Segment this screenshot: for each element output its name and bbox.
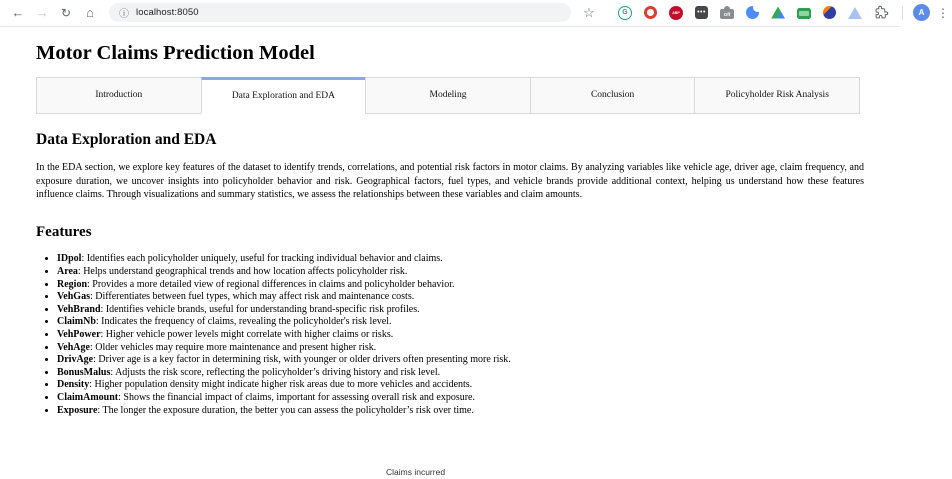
forward-icon[interactable]: → bbox=[35, 5, 49, 20]
feature-desc: : Identifies each policyholder uniquely, useful for tracking individual behavior and claims. bbox=[81, 253, 443, 265]
feature-item-vehage bbox=[57, 342, 864, 355]
feature-name: VehGas bbox=[57, 291, 90, 303]
feature-desc: : Indicates the frequency of claims, revealing the policyholder's risk level. bbox=[95, 316, 392, 328]
browser-menu-icon[interactable]: ⋮ bbox=[937, 5, 949, 20]
feature-name: VehAge bbox=[57, 341, 90, 353]
feature-item-exposure bbox=[57, 405, 864, 418]
feature-name: Exposure bbox=[57, 404, 98, 416]
page-title: Motor Claims Prediction Model bbox=[36, 42, 315, 64]
browser-toolbar bbox=[0, 0, 949, 27]
toolbar-separator bbox=[902, 6, 903, 20]
feature-name: BonusMalus bbox=[57, 366, 111, 378]
feature-name: DrivAge bbox=[57, 354, 94, 366]
profile-avatar[interactable]: A bbox=[913, 4, 930, 21]
feature-name: ClaimAmount bbox=[57, 391, 119, 403]
grammarly-extension-icon[interactable]: G bbox=[618, 6, 632, 20]
feature-name: VehPower bbox=[57, 328, 101, 340]
app-page bbox=[0, 42, 900, 417]
tab-bar bbox=[36, 77, 860, 114]
feature-desc: : Adjusts the risk score, reflecting the policyholder’s driving history and risk level. bbox=[110, 366, 441, 378]
section-heading: Data Exploration and EDA bbox=[36, 130, 217, 148]
adblock-plus-extension-icon[interactable]: ABP bbox=[669, 6, 683, 20]
red-ring-extension-icon[interactable] bbox=[644, 6, 657, 19]
feature-item-drivage bbox=[57, 354, 864, 367]
url-text: localhost:8050 bbox=[136, 7, 199, 18]
feature-desc: : The longer the exposure duration, the better you can assess the policyholder’s risk over time. bbox=[97, 404, 474, 416]
section-paragraph: In the EDA section, we explore key features of the dataset to identify trends, correlations, and potential risk factors in motor claims. By analyzing variables like vehicle age, driver age, claim frequency, and exposure duration, we uncover insights into policyholder behavior and risk. Geographical factors, fuel types, and vehicle brands provide additional context, helping us understand how these features influence claims. Through visualizations and summary statistics, we assess the relationships between these variables and claim amounts. bbox=[36, 162, 864, 200]
feature-item-vehpower bbox=[57, 329, 864, 342]
feature-desc: : Provides a more detailed view of regional differences in claims and policyholder behavior. bbox=[87, 278, 455, 290]
tab-introduction[interactable]: Introduction bbox=[36, 77, 202, 114]
chart-title-claims-incurred: Claims incurred bbox=[386, 467, 446, 477]
feature-name: ClaimNb bbox=[57, 316, 96, 328]
feature-desc: : Differentiates between fuel types, which may affect risk and maintenance costs. bbox=[89, 291, 415, 303]
site-info-icon[interactable]: ⓘ bbox=[119, 9, 129, 20]
reload-icon[interactable]: ↻ bbox=[60, 5, 72, 20]
feature-desc: : Older vehicles may require more maintenance and present higher risk. bbox=[89, 341, 377, 353]
dark-dots-extension-icon[interactable]: ••• bbox=[695, 6, 708, 19]
feature-item-bonusmalus bbox=[57, 367, 864, 380]
feature-desc: : Higher vehicle power levels might correlate with higher claims or risks. bbox=[100, 328, 394, 340]
feature-name: VehBrand bbox=[57, 303, 101, 315]
feature-item-density bbox=[57, 379, 864, 392]
feature-desc: : Identifies vehicle brands, useful for understanding brand-specific risk profiles. bbox=[100, 303, 420, 315]
feature-desc: : Helps understand geographical trends and how location affects policyholder risk. bbox=[77, 265, 408, 277]
features-heading: Features bbox=[36, 224, 92, 241]
feature-desc: : Higher population density might indicate higher risk areas due to more vehicles and accidents. bbox=[89, 379, 473, 391]
feature-name: Density bbox=[57, 379, 90, 391]
tab-data-exploration-eda[interactable]: Data Exploration and EDA bbox=[201, 77, 367, 114]
off-tag-extension-icon[interactable]: Off bbox=[720, 9, 734, 19]
feature-name: Area bbox=[57, 265, 78, 277]
feature-item-idpol bbox=[57, 253, 864, 266]
blue-triangle-extension-icon[interactable] bbox=[848, 7, 862, 19]
feature-item-vehgas bbox=[57, 291, 864, 304]
tab-policyholder-risk-analysis[interactable]: Policyholder Risk Analysis bbox=[694, 77, 860, 114]
feature-desc: : Driver age is a key factor in determining risk, with younger or older drivers often presenting more risk. bbox=[93, 354, 511, 366]
extensions-row bbox=[618, 6, 888, 20]
feature-item-claimamount bbox=[57, 392, 864, 405]
feature-desc: : Shows the financial impact of claims, important for assessing overall risk and exposure. bbox=[118, 391, 475, 403]
feature-name: Region bbox=[57, 278, 87, 290]
google-drive-extension-icon[interactable] bbox=[771, 7, 785, 19]
bookmark-star-icon[interactable]: ☆ bbox=[583, 4, 595, 20]
feature-name: IDpol bbox=[57, 253, 82, 265]
feature-item-claimnb bbox=[57, 316, 864, 329]
navy-orange-extension-icon[interactable] bbox=[823, 6, 836, 19]
feature-item-vehbrand bbox=[57, 304, 864, 317]
feature-item-area bbox=[57, 266, 864, 279]
home-icon[interactable]: ⌂ bbox=[86, 5, 94, 20]
puzzle-glyph bbox=[875, 6, 888, 19]
tab-conclusion[interactable]: Conclusion bbox=[530, 77, 696, 114]
extensions-puzzle-icon[interactable] bbox=[874, 6, 888, 20]
address-bar[interactable] bbox=[109, 3, 571, 22]
features-list bbox=[36, 253, 864, 417]
back-icon[interactable]: ← bbox=[11, 5, 25, 20]
green-screenshot-extension-icon[interactable] bbox=[797, 8, 811, 19]
feature-item-region bbox=[57, 279, 864, 292]
blue-crescent-extension-icon[interactable] bbox=[746, 6, 759, 19]
tab-modeling[interactable]: Modeling bbox=[365, 77, 531, 114]
